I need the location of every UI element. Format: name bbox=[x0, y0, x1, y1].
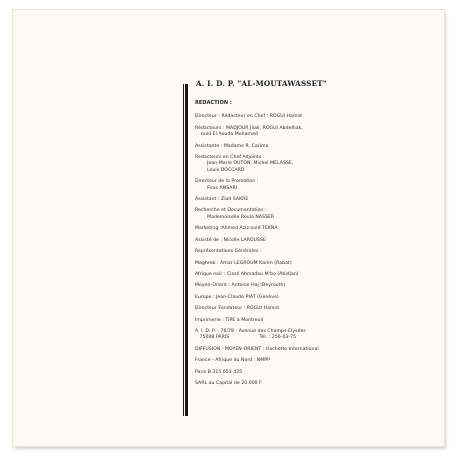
staff-line: Assistant : Ziad SAKRE bbox=[195, 197, 249, 203]
section-heading: REDACTION : bbox=[195, 100, 232, 106]
staff-line: Assisté de : Nicolle LAROUSSE bbox=[195, 237, 266, 243]
staff-line: Europe : Jean-Claude PIAT (Genève) bbox=[195, 294, 279, 300]
staff-block bbox=[195, 179, 395, 192]
staff-block bbox=[195, 283, 395, 289]
staff-block bbox=[195, 381, 395, 387]
staff-blocks bbox=[195, 114, 395, 387]
staff-line: Rédacteurs : MADJOUR Jilali, ROGUI Abdelhak, bbox=[195, 125, 303, 131]
staff-line: Assistante : Madame R. Carima bbox=[195, 143, 269, 149]
staff-block bbox=[195, 126, 395, 139]
staff-block bbox=[195, 295, 395, 301]
staff-line: DIFFUSION - MOYEN-ORIENT : Hachette International bbox=[195, 346, 319, 352]
staff-line: France - Afrique du Nord : NMPP bbox=[195, 358, 270, 364]
staff-block bbox=[195, 306, 395, 312]
staff-line: A. I. D. P. - 76/78 - Avenue des Champs-Elysées bbox=[195, 328, 306, 334]
staff-block bbox=[195, 114, 395, 120]
staff-line: Firas ANSARI bbox=[195, 185, 238, 191]
staff-block bbox=[195, 249, 395, 255]
staff-block bbox=[195, 261, 395, 267]
staff-block bbox=[195, 226, 395, 232]
staff-list bbox=[195, 100, 395, 392]
staff-line: Directeur - Rédacteur en Chef : ROGUI Hamid bbox=[195, 114, 302, 120]
staff-block bbox=[195, 329, 395, 342]
staff-block bbox=[195, 197, 395, 203]
staff-line: Louis DOCCARD bbox=[195, 167, 245, 173]
staff-block bbox=[195, 144, 395, 150]
staff-block bbox=[195, 238, 395, 244]
staff-line: Imprimerie : TIPE à Montreuil bbox=[195, 317, 264, 323]
staff-line: 75008 PARIS Tél. : 256-03-75 bbox=[195, 335, 297, 341]
staff-line: Marketing :Ahmed Aziz ould TEKNA bbox=[195, 226, 278, 232]
staff-line: Mademoiselle Roula NASSER bbox=[195, 214, 275, 220]
staff-block bbox=[195, 272, 395, 278]
staff-block bbox=[195, 208, 395, 221]
staff-line: Directeur de la Promotion : bbox=[195, 179, 259, 185]
staff-line: SARL au Capital de 20.000 F bbox=[195, 380, 262, 386]
staff-line: ould El Aouda Mohamed bbox=[195, 132, 258, 138]
staff-block bbox=[195, 347, 395, 353]
staff-block bbox=[195, 358, 395, 364]
staff-line: Directeur Fondateur : ROGUI Hamid bbox=[195, 306, 279, 312]
staff-block bbox=[195, 370, 395, 376]
staff-line: Représentations Générales : bbox=[195, 249, 262, 255]
staff-block bbox=[195, 155, 395, 174]
masthead-title: A. I. D. P. "AL-MOUTAWASSET" bbox=[196, 79, 327, 88]
staff-line: Redacteurs en Chef Adjoints : bbox=[195, 155, 265, 161]
staff-line: Jean-Marie OUTON, Michel MELASSE, bbox=[195, 161, 294, 167]
staff-line: Afrique noir : Cissé Ahmadou M'bo (Abidjan) bbox=[195, 271, 299, 277]
vertical-rule bbox=[183, 84, 188, 416]
staff-line: Maghreb : Amar LEGROUM Karim (Rabat) bbox=[195, 260, 292, 266]
staff-block bbox=[195, 318, 395, 324]
staff-line: Paris B 315 653 435 bbox=[195, 369, 243, 375]
staff-line: Recherche et Documentation : bbox=[195, 208, 267, 214]
staff-line: Moyen-Orient : Antoine Haj (Beyrouth) bbox=[195, 283, 286, 289]
